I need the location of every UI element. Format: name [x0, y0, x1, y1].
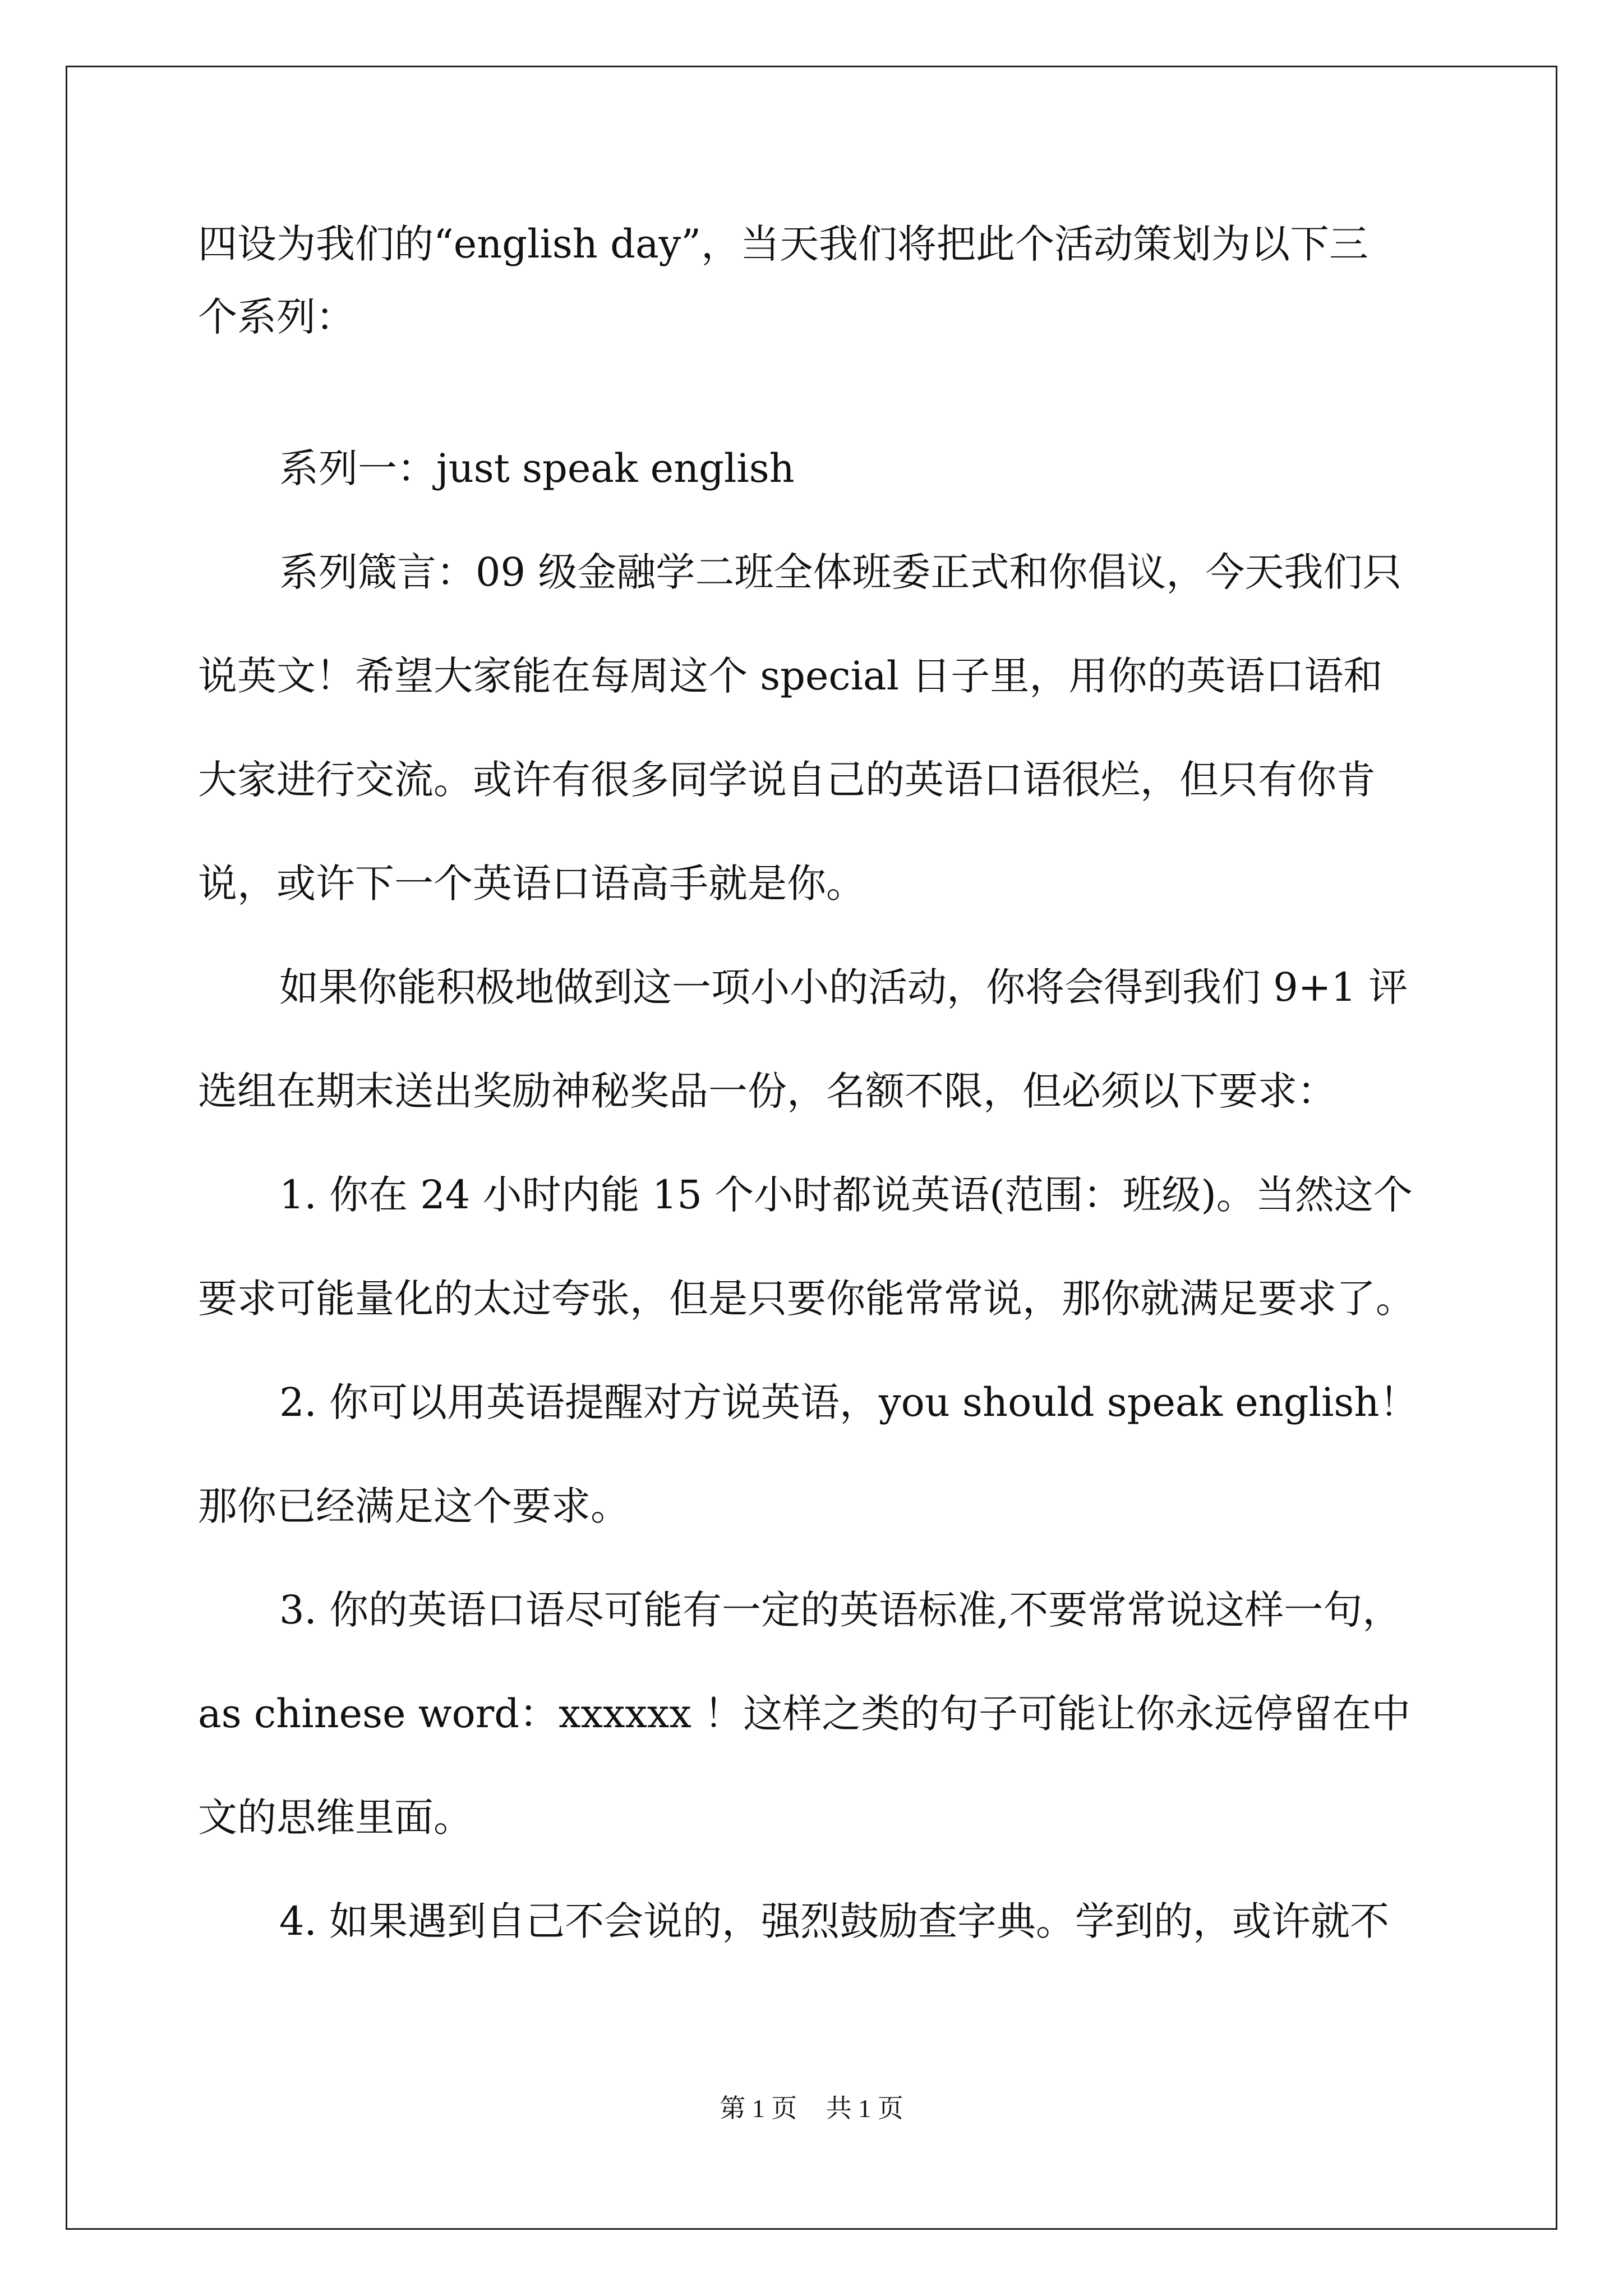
- text-line: 那你已经满足这个要求。: [198, 1483, 630, 1529]
- text-line: 四设为我们的“english day”，当天我们将把此个活动策划为以下三: [198, 221, 1369, 267]
- text-line: 说英文！希望大家能在每周这个 special 日子里，用你的英语口语和: [198, 653, 1383, 699]
- text-line: 文的思维里面。: [198, 1795, 473, 1841]
- list-item-3: 3. 你的英语口语尽可能有一定的英语标准,不要常常说这样一句，: [279, 1587, 1402, 1633]
- paragraph-line: 系列箴言：09 级金融学二班全体班委正式和你倡议，今天我们只: [279, 549, 1402, 595]
- text-line: 选组在期末送出奖励神秘奖品一份，名额不限，但必须以下要求：: [198, 1068, 1336, 1114]
- paragraph-line: 如果你能积极地做到这一项小小的活动，你将会得到我们 9+1 评: [279, 964, 1408, 1010]
- list-item-2: 2. 你可以用英语提醒对方说英语，you should speak english！: [279, 1379, 1419, 1425]
- text-line: 说，或许下一个英语口语高手就是你。: [198, 861, 865, 907]
- text-line: 要求可能量化的太过夸张，但是只要你能常常说，那你就满足要求了。: [198, 1276, 1415, 1322]
- page-footer: [0, 2088, 1623, 2125]
- list-item-1: 1. 你在 24 小时内能 15 个小时都说英语(范围：班级)。当然这个: [279, 1172, 1413, 1218]
- text-line: 大家进行交流。或许有很多同学说自己的英语口语很烂，但只有你肯: [198, 757, 1376, 803]
- page-total: 共 1 页: [826, 2094, 903, 2123]
- series-heading: 系列一：just speak english: [279, 445, 795, 491]
- text-line: 个系列：: [198, 294, 355, 340]
- text-line: as chinese word：xxxxxx ！这样之类的句子可能让你永远停留在中: [198, 1691, 1411, 1737]
- list-item-4: 4. 如果遇到自己不会说的，强烈鼓励查字典。学到的，或许就不: [279, 1898, 1390, 1944]
- page-number: 第 1 页: [720, 2094, 797, 2123]
